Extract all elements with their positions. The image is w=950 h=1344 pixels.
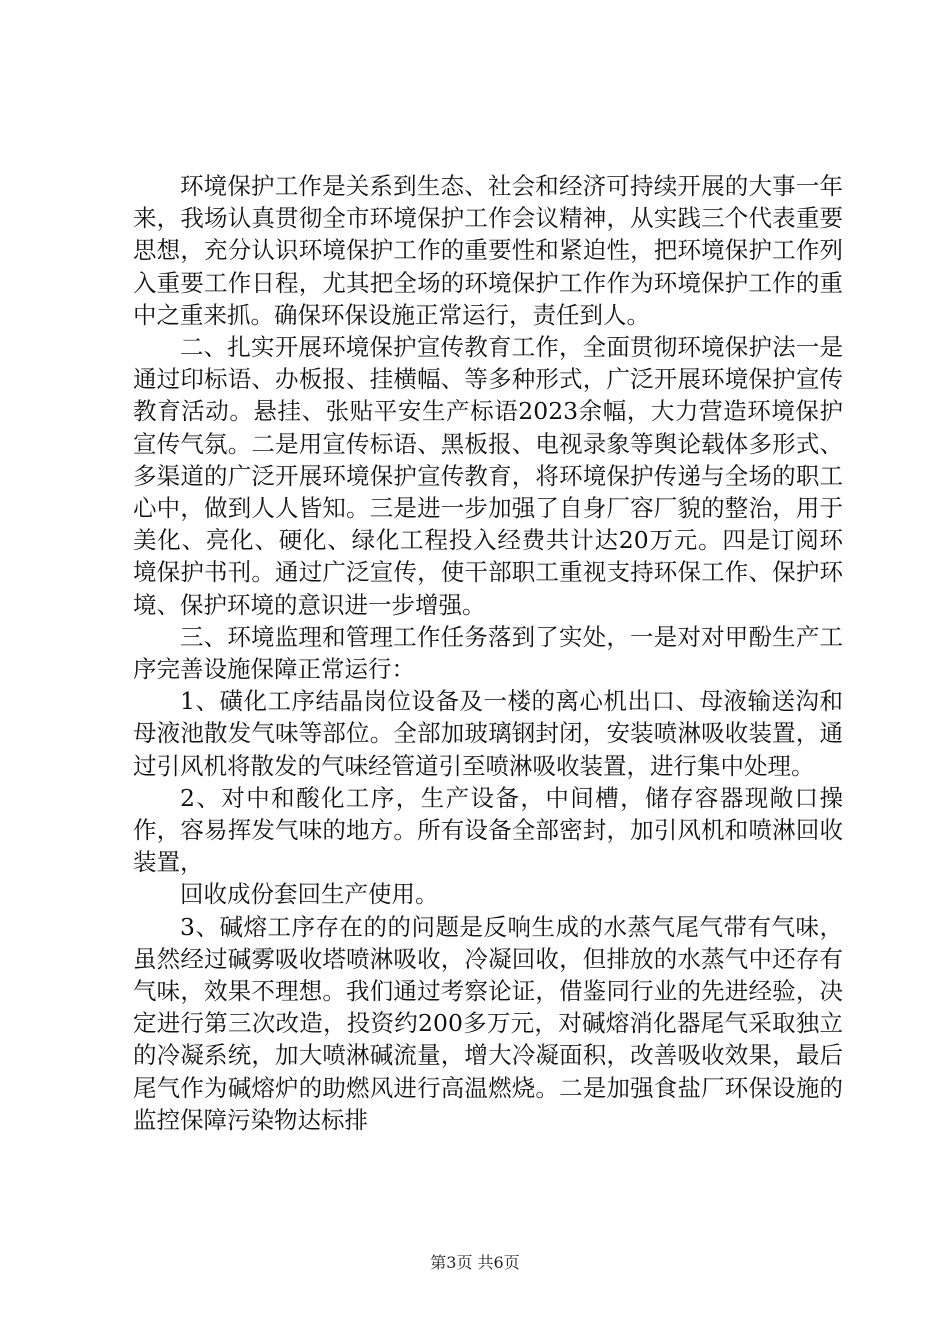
paragraph-intro: 环境保护工作是关系到生态、社会和经济可持续开展的大事一年来，我场认真贯彻全市环境保护工作会议精神，从实践三个代表重要思想，充分认识环境保护工作的重要性和紧迫性，把环境保护工作列入重要工作日程，尤其把全场的环境保护工作作为环境保护工作的重中之重来抓。确保环保设施正常运行，责任到人。 bbox=[133, 172, 843, 329]
paragraph-item-1: 1、磺化工序结晶岗位设备及一楼的离心机出口、母液输送沟和母液池散发气味等部位。全部加玻璃钢封闭，安装喷淋吸收装置，通过引风机将散发的气味经管道引至喷淋吸收装置，进行集中处理。 bbox=[133, 687, 843, 780]
page-number-footer: 第3页 共6页 bbox=[430, 1253, 520, 1272]
document-body bbox=[133, 170, 843, 1136]
paragraph-item-2-continued: 回收成份套回生产使用。 bbox=[180, 880, 439, 909]
paragraph-section-3: 三、环境监理和管理工作任务落到了实处，一是对对甲酚生产工序完善设施保障正常运行： bbox=[133, 622, 843, 684]
paragraph-item-3: 3、碱熔工序存在的的问题是反响生成的水蒸气尾气带有气味，虽然经过碱雾吸收塔喷淋吸收，冷凝回收，但排放的水蒸气中还存有气味，效果不理想。我们通过考察论证，借鉴同行业的先进经验，决定进行第三次改造，投资约200多万元，对碱熔消化器尾气采取独立的冷凝系统，加大喷淋碱流量，增大冷凝面积，改善吸收效果，最后尾气作为碱熔炉的助燃风进行高温燃烧。二是加强食盐厂环保设施的监控保障污染物达标排 bbox=[133, 912, 843, 1134]
paragraph-section-2: 二、扎实开展环境保护宣传教育工作，全面贯彻环境保护法一是通过印标语、办板报、挂横幅、等多种形式，广泛开展环境保护宣传教育活动。悬挂、张贴平安生产标语2023余幅，大力营造环境保护宣传气氛。二是用宣传标语、黑板报、电视录象等舆论载体多形式、多渠道的广泛开展环境保护宣传教育，将环境保护传递与全场的职工心中，做到人人皆知。三是进一步加强了自身厂容厂貌的整治，用于美化、亮化、硬化、绿化工程投入经费共计达20万元。四是订阅环境保护书刊。通过广泛宣传，使干部职工重视支持环保工作、保护环境、保护环境的意识进一步增强。 bbox=[133, 333, 843, 619]
paragraph-item-2: 2、对中和酸化工序，生产设备，中间槽，储存容器现敞口操作，容易挥发气味的地方。所有设备全部密封，加引风机和喷淋回收装置， bbox=[133, 783, 843, 877]
